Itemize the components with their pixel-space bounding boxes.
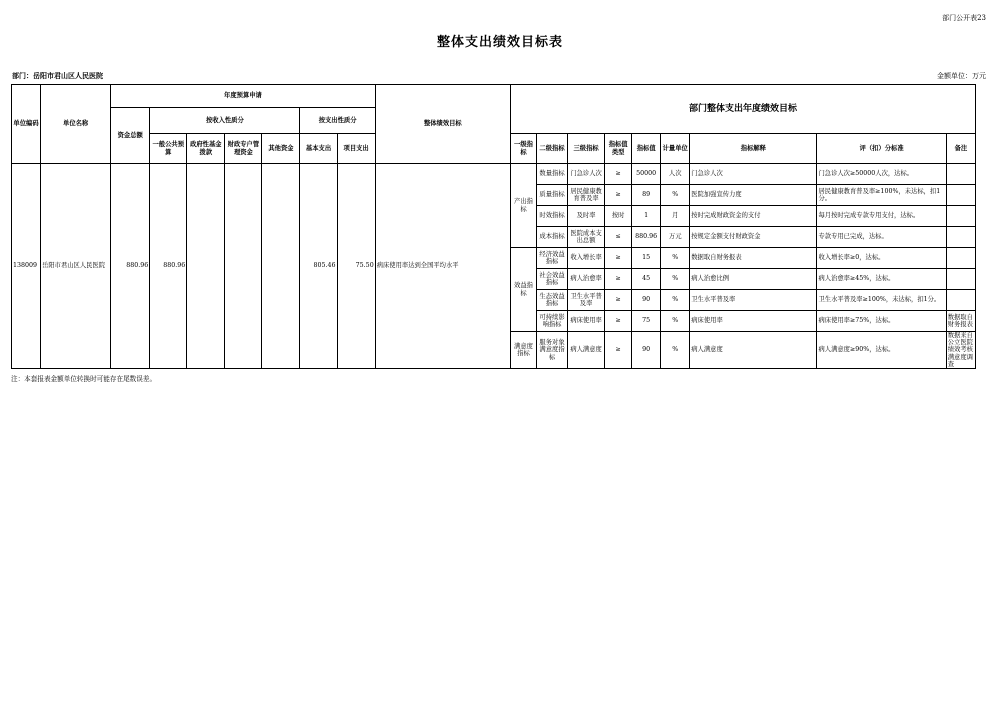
val-cell: 15 [632,248,661,269]
val-cell: 89 [632,185,661,206]
remark-cell [946,290,975,311]
measure-cell: % [661,332,690,369]
header-measure: 计量单位 [661,134,690,164]
header-total-funds: 资金总额 [111,108,150,164]
lvl2-cell: 时效指标 [537,206,568,227]
explain-cell: 医院加强宣传力度 [690,185,817,206]
lvl3-cell: 居民健康教育普及率 [568,185,605,206]
val-cell: 1 [632,206,661,227]
header-unit-name: 单位名称 [41,85,111,164]
lvl2-cell: 经济效益指标 [537,248,568,269]
measure-cell: % [661,311,690,332]
lvl2-cell: 社会效益指标 [537,269,568,290]
val-cell: 45 [632,269,661,290]
explain-cell: 病人治愈比例 [690,269,817,290]
measure-cell: 人次 [661,164,690,185]
measure-cell: % [661,269,690,290]
remark-cell [946,206,975,227]
lvl3-cell: 及时率 [568,206,605,227]
header-lvl1: 一级指标 [510,134,536,164]
lvl2-cell: 成本指标 [537,227,568,248]
header-overall-goal: 整体绩效目标 [375,85,510,164]
lvl1-benefit-cell: 效益指标 [510,248,536,332]
lvl3-cell: 门急诊人次 [568,164,605,185]
remark-cell [946,227,975,248]
general-public-cell: 880.96 [150,164,187,369]
header-val-type: 指标值类型 [605,134,632,164]
fiscal-special-cell [225,164,262,369]
lvl3-cell: 卫生水平普及率 [568,290,605,311]
gov-fund-cell [187,164,225,369]
lvl2-cell: 服务对象满意度指标 [537,332,568,369]
remark-cell: 数据取自财务报表 [946,311,975,332]
basic-exp-cell: 805.46 [300,164,337,369]
val-type-cell: 按时 [605,206,632,227]
unit-code-cell: 138009 [12,164,41,369]
header-project-exp: 项目支出 [337,134,375,164]
header-general-public: 一般公共预算 [150,134,187,164]
val-cell: 90 [632,332,661,369]
header-by-expense: 按支出性质分 [300,108,375,134]
header-other-funds: 其他资金 [262,134,300,164]
header-basic-exp: 基本支出 [300,134,337,164]
remark-cell [946,248,975,269]
header-remark: 备注 [946,134,975,164]
criteria-cell: 病人治愈率≥45%，达标。 [817,269,946,290]
val-type-cell: ≤ [605,227,632,248]
val-cell: 90 [632,290,661,311]
criteria-cell: 收入增长率≥0，达标。 [817,248,946,269]
lvl2-cell: 质量指标 [537,185,568,206]
measure-cell: 月 [661,206,690,227]
lvl3-cell: 病人满意度 [568,332,605,369]
explain-cell: 按规定金额支付财政资金 [690,227,817,248]
measure-cell: % [661,248,690,269]
explain-cell: 病人满意度 [690,332,817,369]
lvl2-cell: 可持续影响指标 [537,311,568,332]
header-val: 指标值 [632,134,661,164]
header-fiscal-special: 财政专户管理资金 [225,134,262,164]
val-type-cell: ≥ [605,269,632,290]
val-cell: 50000 [632,164,661,185]
explain-cell: 卫生水平普及率 [690,290,817,311]
explain-cell: 病床使用率 [690,311,817,332]
measure-cell: 万元 [661,227,690,248]
val-type-cell: ≥ [605,332,632,369]
total-funds-cell: 880.96 [111,164,150,369]
lvl3-cell: 医院成本支出总额 [568,227,605,248]
remark-cell: 数据来自公立医院绩效考核满意度调查 [946,332,975,369]
performance-target-table [11,84,976,369]
val-type-cell: ≥ [605,164,632,185]
lvl2-cell: 数量指标 [537,164,568,185]
other-funds-cell [262,164,300,369]
lvl3-cell: 收入增长率 [568,248,605,269]
header-unit-code: 单位编码 [12,85,41,164]
criteria-cell: 卫生水平普及率≥100%，未达标，扣1分。 [817,290,946,311]
lvl1-output-cell: 产出指标 [510,164,536,248]
footnote: 注：本套报表金额单位转换时可能存在尾数误差。 [11,375,157,383]
header-criteria: 评（扣）分标准 [817,134,946,164]
criteria-cell: 门急诊人次≥50000人次，达标。 [817,164,946,185]
criteria-cell: 病床使用率≥75%，达标。 [817,311,946,332]
form-number: 部门公开表23 [942,14,986,22]
val-type-cell: ≥ [605,248,632,269]
header-annual-budget: 年度预算申请 [111,85,376,108]
project-exp-cell: 75.50 [337,164,375,369]
criteria-cell: 专款专用已完成，达标。 [817,227,946,248]
table-row [12,164,976,185]
val-type-cell: ≥ [605,185,632,206]
header-lvl2: 二级指标 [537,134,568,164]
unit-name-cell: 岳阳市君山区人民医院 [41,164,111,369]
header-dept-goal: 部门整体支出年度绩效目标 [510,85,975,134]
criteria-cell: 居民健康教育普及率≥100%，未达标，扣1分。 [817,185,946,206]
overall-goal-cell: 病床使用率达到全国平均水平 [375,164,510,369]
lvl2-cell: 生态效益指标 [537,290,568,311]
header-lvl3: 三级指标 [568,134,605,164]
remark-cell [946,269,975,290]
val-cell: 75 [632,311,661,332]
val-type-cell: ≥ [605,311,632,332]
remark-cell [946,185,975,206]
val-type-cell: ≥ [605,290,632,311]
criteria-cell: 每月按时完成专款专用支付，达标。 [817,206,946,227]
header-explain: 指标解释 [690,134,817,164]
department-label: 部门：岳阳市君山区人民医院 [12,71,103,80]
header-gov-fund: 政府性基金拨款 [187,134,225,164]
lvl3-cell: 病床使用率 [568,311,605,332]
amount-unit-label: 金额单位：万元 [937,72,986,80]
page-title: 整体支出绩效目标表 [436,35,563,50]
remark-cell [946,164,975,185]
explain-cell: 数据取自财务报表 [690,248,817,269]
lvl3-cell: 病人治愈率 [568,269,605,290]
val-cell: 880.96 [632,227,661,248]
measure-cell: % [661,185,690,206]
lvl1-satisfaction-cell: 满意度指标 [510,332,536,369]
explain-cell: 门急诊人次 [690,164,817,185]
criteria-cell: 病人满意度≥90%，达标。 [817,332,946,369]
measure-cell: % [661,290,690,311]
explain-cell: 按时完成财政资金的支付 [690,206,817,227]
header-by-income: 按收入性质分 [150,108,300,134]
